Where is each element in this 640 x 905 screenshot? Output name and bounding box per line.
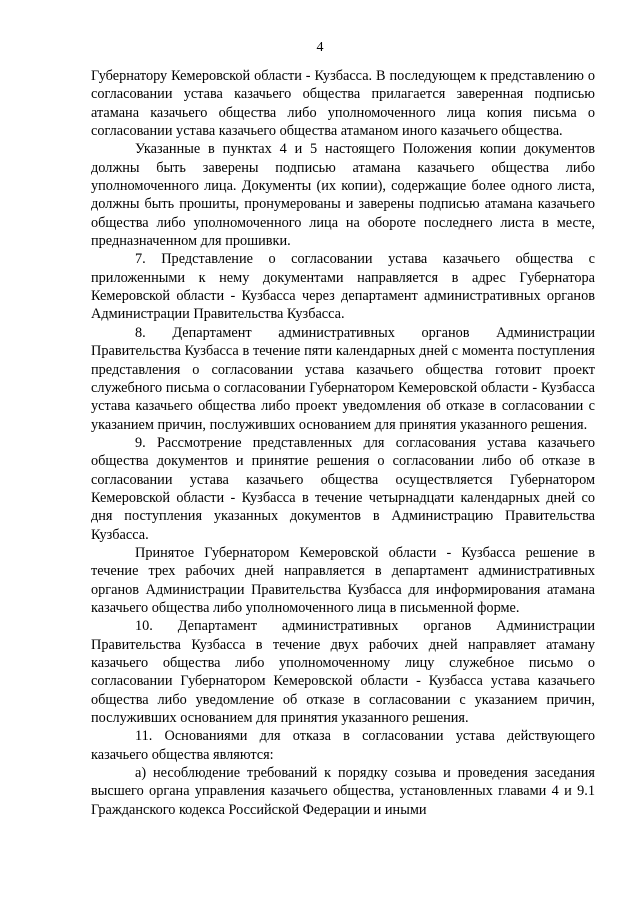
document-body bbox=[91, 67, 595, 819]
paragraph-continuation: Губернатору Кемеровской области - Кузбасса. В последующем к представлению о согласовании устава казачьего общества прилагается заверенная подписью атамана казачьего общества либо уполномоченного лица копия письма о согласовании устава казачьего общества атаманом иного казачьего общества. bbox=[91, 68, 595, 140]
paragraph-item-9: 9. Рассмотрение представленных для согласования устава казачьего общества документов и принятие решения о согласовании либо об отказе в согласовании устава казачьего общества осуществляется Губернатором Кемеровской области - Кузбасса в течение четырнадцати календарных дней со дня поступления указанных документов в Администрацию Правительства Кузбасса. bbox=[91, 434, 595, 543]
paragraph-subitem-a: а) несоблюдение требований к порядку созыва и проведения заседания высшего органа управления казачьего общества, установленных главами 4 и 9.1 Гражданского кодекса Российской Федерации и иными bbox=[91, 765, 595, 818]
paragraph-copies-certification: Указанные в пунктах 4 и 5 настоящего Положения копии документов должны быть заверены подписью атамана казачьего общества либо уполномоченного лица. Документы (их копии), содержащие более одного листа, должны быть прошиты, пронумерованы и заверены подписью атамана казачьего общества либо уполномоченного лица на обороте последнего листа в месте, предназначенном для прошивки. bbox=[91, 141, 595, 250]
paragraph-item-11: 11. Основаниями для отказа в согласовании устава действующего казачьего общества являются: bbox=[91, 728, 595, 763]
paragraph-item-7: 7. Представление о согласовании устава казачьего общества с приложенными к нему документами направляется в адрес Губернатора Кемеровской области - Кузбасса через департамент административных органов Администрации Правительства Кузбасса. bbox=[91, 251, 595, 323]
paragraph-decision-notice: Принятое Губернатором Кемеровской области - Кузбасса решение в течение трех рабочих дней направляется в департамент административных органов Администрации Правительства Кузбасса для информирования атамана казачьего общества либо уполномоченного лица в письменной форме. bbox=[91, 544, 595, 616]
page-number: 4 bbox=[316, 40, 324, 55]
paragraph-item-10: 10. Департамент административных органов Администрации Правительства Кузбасса в течение двух рабочих дней направляет атаману казачьего общества либо уполномоченному лицу служебное письмо о согласовании Губернатором Кемеровской области - Кузбасса устава казачьего общества либо уведомление об отказе в согласовании с указанием причин, послуживших основанием для принятия указанного решения. bbox=[91, 618, 595, 727]
paragraph-item-8: 8. Департамент административных органов Администрации Правительства Кузбасса в течение пяти календарных дней с момента поступления представления о согласовании устава казачьего общества готовит проект служебного письма о согласовании Губернатором Кемеровской области - Кузбасса устава казачьего общества либо проект уведомления об отказе в согласовании с указанием причин, послуживших основанием для принятия указанного решения. bbox=[91, 324, 595, 433]
